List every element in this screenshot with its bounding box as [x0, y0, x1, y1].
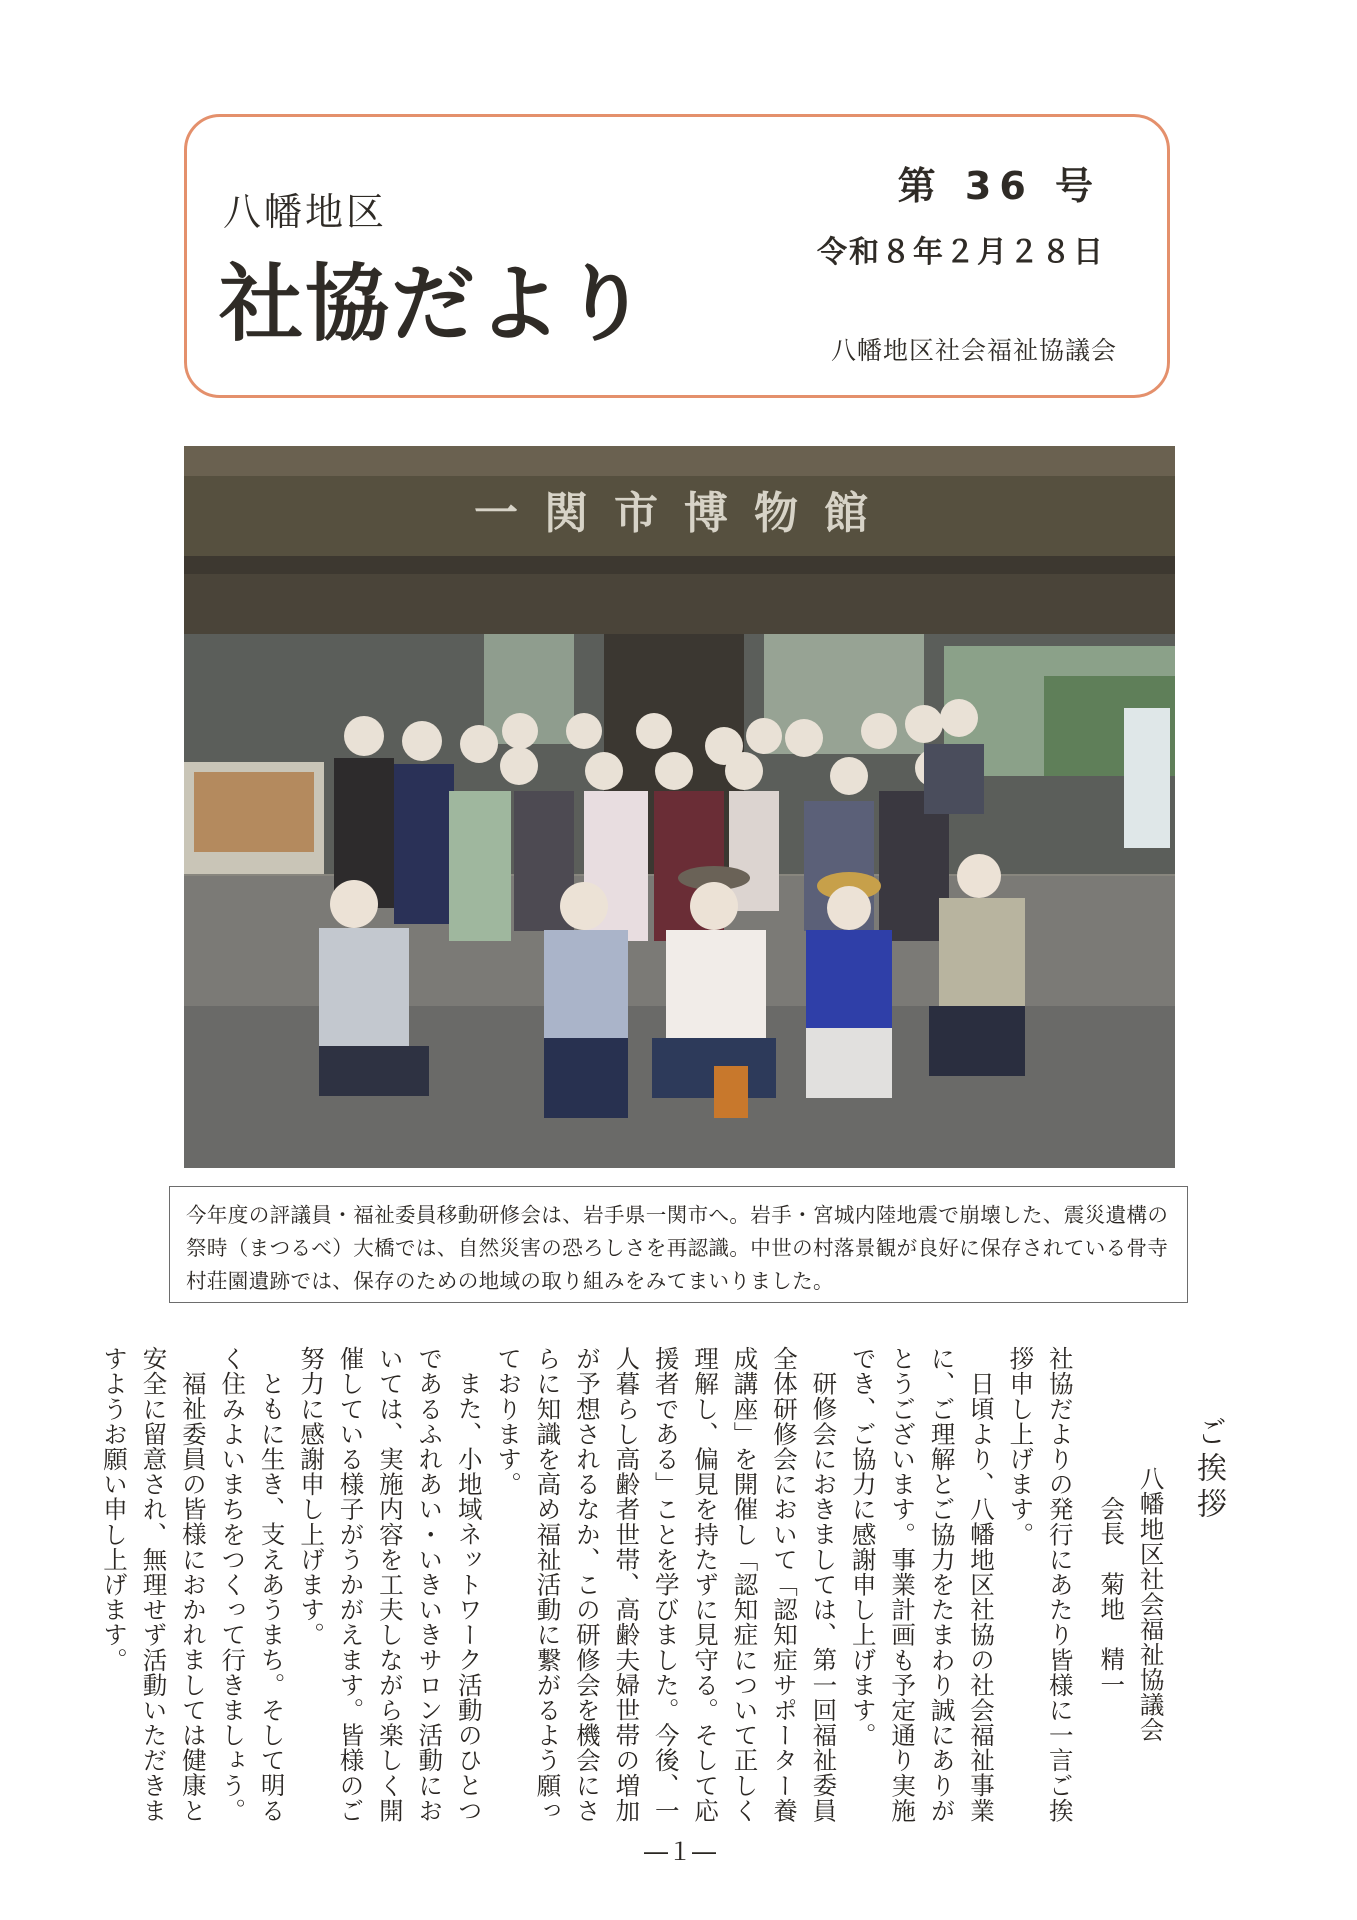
issue-number: 第 36 号 [897, 164, 1101, 208]
article-paragraph: 社協だよりの発行にあたり皆様に一言ご挨拶申し上げます。 [1006, 1346, 1075, 1823]
article-paragraph: 日頃より、八幡地区社協の社会福祉事業に、ご理解とご協力をたまわり誠にありがとうございます。事業計画も予定通り実施でき、ご協力に感謝申し上げます。 [848, 1346, 996, 1823]
article-heading: ご挨拶 [1191, 1416, 1226, 1524]
group-photo [184, 446, 1175, 1168]
page-number: ―１― [644, 1838, 716, 1866]
publisher-name: 八幡地区社会福祉協議会 [830, 336, 1117, 365]
district-label: 八幡地区 [223, 190, 388, 234]
article-paragraph: 福祉委員の皆様におかれましては健康と安全に留意され、無理せず活動いただきますようお願い申し上げます。 [100, 1346, 208, 1823]
article-author: 会長 菊地 精一 [1097, 1496, 1127, 1697]
article-paragraph: 研修会におきましては、第一回福祉委員全体研修会において「認知症サポーター養成講座」を開催し「認知症について正しく理解し、偏見を持たずに見守る。そして応援者である」ことを学びました。今後、一人暮らし高齢者世帯、高齢夫婦世帯の増加が予想されるなか、この研修会を機会にさらに知識を高め福祉活動に繋がるよう願っております。 [494, 1346, 839, 1823]
museum-sign: 一関市博物館 [474, 488, 894, 539]
article-organization: 八幡地区社会福祉協議会 [1136, 1466, 1166, 1743]
article-paragraph: ともに生き、支えあうまち。そして明るく住みよいまちをつくって行きましょう。 [218, 1346, 287, 1823]
greeting-article [100, 1346, 1228, 1826]
newsletter-title: 社協だより [219, 254, 650, 353]
article-paragraph: また、小地域ネットワーク活動のひとつであるふれあい・いきいきサロン活動においては、実施内容を工夫しながら楽しく開催している様子がうかがえます。皆様のご努力に感謝申し上げます。 [297, 1346, 484, 1823]
masthead-frame [184, 114, 1170, 398]
issue-date: 令和８年２月２８日 [817, 235, 1105, 270]
photo-caption: 今年度の評議員・福祉委員移動研修会は、岩手県一関市へ。岩手・宮城内陸地震で崩壊した、震災遺構の祭時（まつるべ）大橋では、自然災害の恐ろしさを再認識。中世の村落景観が良好に保存されている骨寺村荘園遺跡では、保存のための地域の取り組みをみてまいりました。 [169, 1186, 1188, 1303]
